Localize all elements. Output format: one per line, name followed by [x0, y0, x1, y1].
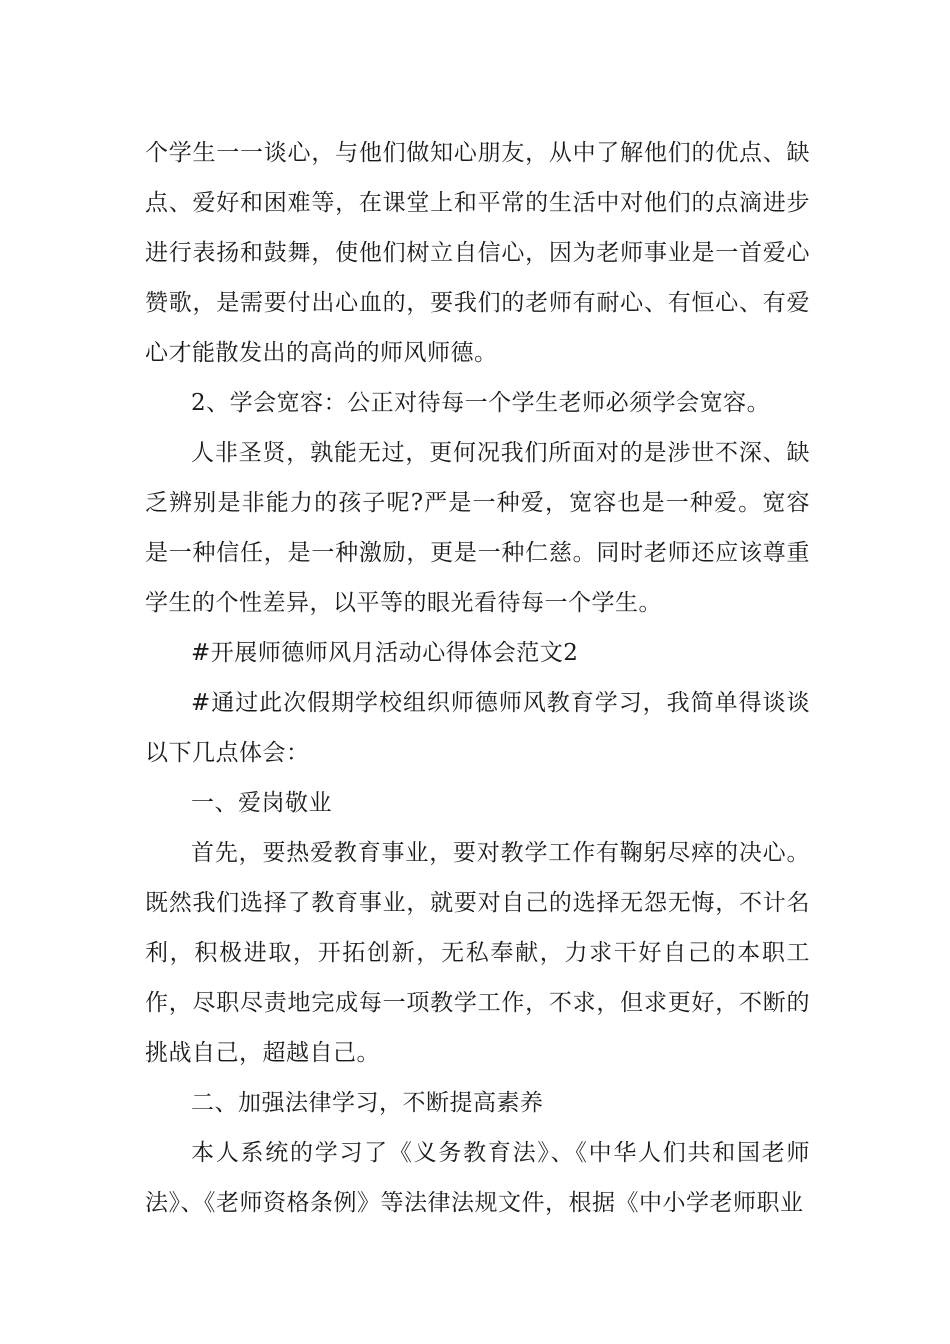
paragraph-sample-title: #开展师德师风月活动心得体会范文2: [191, 640, 579, 666]
paragraph-intro: #通过此次假期学校组织师德师风教育学习，我简单得谈谈以下几点体会：: [145, 690, 810, 766]
paragraph-law-study-body: 本人系统的学习了《义务教育法》、《中华人们共和国老师法》、《老师资格条例》等法律法规文件，根据《中小学老师职业: [145, 1140, 810, 1216]
paragraph-dedication-body: 首先，要热爱教育事业，要对教学工作有鞠躬尽瘁的决心。既然我们选择了教育事业，就要对自己的选择无怨无悔，不计名利，积极进取，开拓创新，无私奉献，力求干好自己的本职工作，尽职尽责地完成每一项教学工作，不求，但求更好，不断的挑战自己，超越自己。: [145, 840, 810, 1066]
document-body: [145, 128, 810, 1228]
paragraph-tolerance-heading: 2、学会宽容：公正对待每一个学生老师必须学会宽容。: [191, 390, 771, 416]
paragraph-tolerance-body: 人非圣贤，孰能无过，更何况我们所面对的是涉世不深、缺乏辨别是非能力的孩子呢?严是一种爱，宽容也是一种爱。宽容是一种信任，是一种激励，更是一种仁慈。同时老师还应该尊重学生的个性差异，以平等的眼光看待每一个学生。: [145, 440, 810, 616]
section-heading-law-study: 二、加强法律学习，不断提高素养: [191, 1090, 544, 1116]
paragraph-student-care: 个学生一一谈心，与他们做知心朋友，从中了解他们的优点、缺点、爱好和困难等，在课堂上和平常的生活中对他们的点滴进步进行表扬和鼓舞，使他们树立自信心，因为老师事业是一首爱心赞歌，是需要付出心血的，要我们的老师有耐心、有恒心、有爱心才能散发出的高尚的师风师德。: [145, 140, 810, 366]
section-heading-dedication: 一、爱岗敬业: [191, 790, 332, 816]
